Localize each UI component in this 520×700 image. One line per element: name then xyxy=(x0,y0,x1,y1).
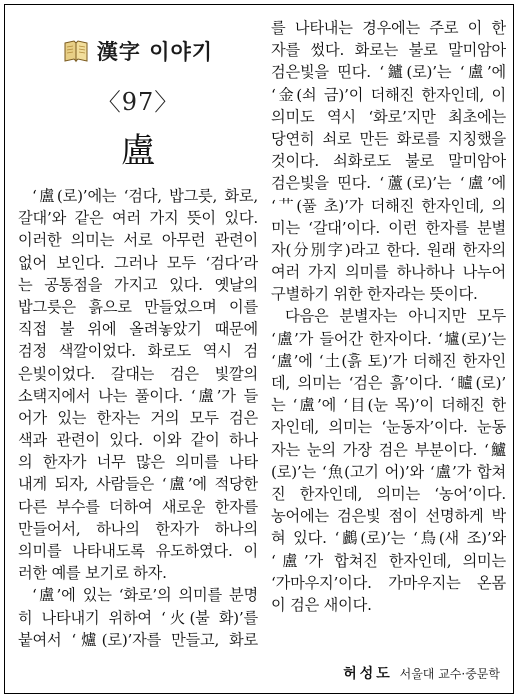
column-title: 漢字 이야기 xyxy=(96,40,214,64)
author-affiliation: 서울대 교수·중문학 xyxy=(399,667,500,681)
text-line: 데, 의미는 ‘검은 흙’이다. ‘矑(로)’ xyxy=(271,374,506,392)
left-column xyxy=(18,5,258,693)
text-line: 당연히 쇠로 만든 화로를 지칭했을 xyxy=(271,129,506,148)
text-line: 없어 보인다. 그러나 모두 ‘검다’라 xyxy=(18,253,258,272)
text-line: 미는 ‘갈대’이다. 이런 한자를 분별 xyxy=(271,218,506,237)
text-line: 여러 가지 의미를 하나하나 나누어 xyxy=(271,263,506,282)
text-line: 의 한자가 너무 많은 의미를 나타 xyxy=(18,453,258,472)
text-line: 혀 있다. ‘鸕(로)’는 ‘鳥(새 조)’와 xyxy=(271,529,506,548)
text-line: 다음은 분별자는 아니지만 모두 xyxy=(285,307,506,326)
text-line: 소택지에서 나는 풀이다. ‘盧’가 들 xyxy=(18,386,258,405)
text-line: ‘盧’에 ‘土(흙 토)’가 더해진 한자인 xyxy=(271,351,506,370)
text-line: 것이다. 쇠화로도 불로 말미암아 xyxy=(271,152,506,171)
text-line: (로)’는 ‘魚(고기 어)’와 ‘盧’가 합쳐 xyxy=(271,462,506,481)
issue-number: 〈97〉 xyxy=(96,88,180,116)
text-line: 러한 예를 보기로 하자. xyxy=(18,564,167,583)
text-line: 만들어서, 하나의 한자가 하나의 xyxy=(18,519,258,538)
text-line: 검은빛을 띤다. ‘鑪(로)’는 ‘盧’에 xyxy=(271,63,506,82)
text-line: ‘艹(풀 초)’가 더해진 한자인데, 의 xyxy=(271,196,506,215)
column-header xyxy=(18,33,258,69)
text-line: ‘盧’가 들어간 한자이다. ‘壚(로)’는 xyxy=(271,329,506,348)
text-line: 검정 색깔이었다. 화로도 역시 검 xyxy=(18,342,258,361)
text-line: 자를 썼다. 화로는 불로 말미암아 xyxy=(271,41,506,60)
text-line: ‘盧(로)’에는 ‘검다, 밥그릇, 화로, xyxy=(32,187,258,205)
text-line: 자는 눈의 가장 검은 부분이다. ‘鱸 xyxy=(271,440,506,459)
text-line: 직접 불 위에 올려놓았기 때문에 xyxy=(18,320,258,339)
body-text-left xyxy=(18,185,258,651)
text-line: 어가 있는 한자는 거의 모두 검은 xyxy=(18,408,258,427)
text-line: 히 나타내기 위하여 ‘火(불 화)’를 xyxy=(18,608,258,627)
text-line: 구별하기 위한 한자라는 뜻이다. xyxy=(271,285,478,304)
text-line: 를 나타내는 경우에는 주로 이 한 xyxy=(271,19,506,37)
text-line: 는 공통점을 가지고 있다. 옛날의 xyxy=(18,275,258,294)
body-text-right xyxy=(271,17,506,616)
text-line: 붙여서 ‘爐(로)’자를 만들고, 화로 xyxy=(18,630,258,649)
text-line: 은빛이었다. 갈대는 검은 빛깔의 xyxy=(18,364,258,383)
text-line: 자인데, 의미는 ‘눈동자’이다. 눈동 xyxy=(271,418,506,437)
text-line: 의미도 역시 ‘화로’지만 최초에는 xyxy=(271,107,506,126)
article-frame xyxy=(4,4,514,694)
text-line: 는 ‘盧’에 ‘目(눈 목)’이 더해진 한 xyxy=(271,396,506,415)
text-line: 의미를 나타내도록 유도하였다. 이 xyxy=(18,542,258,560)
text-line: 농어에는 검은빛 점이 선명하게 박 xyxy=(271,507,506,526)
text-line: 자(分別字)라고 한다. 원래 한자의 xyxy=(271,240,506,259)
author-name: 허성도 xyxy=(343,666,393,682)
text-line: 갈대’와 같은 여러 가지 뜻이 있다. xyxy=(18,209,258,228)
text-line: 내게 되자, 사람들은 ‘盧’에 적당한 xyxy=(18,475,258,494)
text-line: 검은빛을 띤다. ‘蘆(로)’는 ‘盧’에 xyxy=(271,174,506,193)
text-line: 밥그릇은 흙으로 만들었으며 이를 xyxy=(18,297,258,316)
text-line: 이러한 의미는 서로 아무런 관련이 xyxy=(18,231,258,250)
text-line: 색과 관련이 있다. 이와 같이 하나 xyxy=(18,431,258,450)
text-line: 다른 부수를 더하여 새로운 한자를 xyxy=(18,497,258,516)
text-line: 진 한자인데, 의미는 ‘농어’이다. xyxy=(271,484,506,503)
text-line: ‘가마우지’이다. 가마우지는 온몸 xyxy=(271,573,506,592)
text-line: 이 검은 새이다. xyxy=(271,595,372,614)
open-book-icon xyxy=(63,39,89,63)
featured-hanja: 盧 xyxy=(121,131,155,171)
text-line: ‘金(쇠 금)’이 더해진 한자인데, 이 xyxy=(271,85,506,104)
text-line: ‘盧’에 있는 ‘화로’의 의미를 분명 xyxy=(32,586,258,605)
author-signature xyxy=(343,663,500,683)
right-column xyxy=(271,5,506,693)
text-line: ‘盧’가 합쳐진 한자인데, 의미는 xyxy=(271,551,506,570)
